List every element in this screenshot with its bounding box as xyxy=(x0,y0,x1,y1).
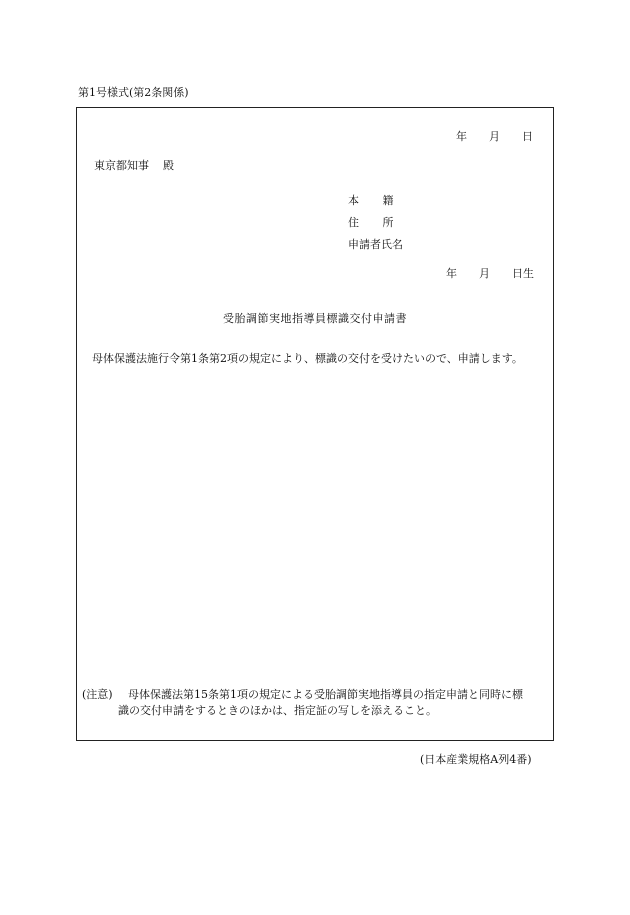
paper-size-note: (日本産業規格A列4番) xyxy=(420,753,532,766)
birth-day: 日生 xyxy=(512,267,534,280)
jusho-label xyxy=(348,217,404,228)
note-head: (注意) xyxy=(82,688,113,701)
note-line-2: 識の交付申請をするときのほかは、指定証の写しを添えること。 xyxy=(118,704,437,717)
honseki-label xyxy=(348,195,404,206)
date-year: 年 xyxy=(456,130,467,143)
date-day: 日 xyxy=(522,130,533,143)
applicant-name-label: 申請者氏名 xyxy=(348,238,403,251)
application-statement: 母体保護法施行令第1条第2項の規定により、標識の交付を受けたいので、申請します。 xyxy=(92,352,523,365)
note-block xyxy=(82,687,552,719)
form-number: 第1号様式(第2条関係) xyxy=(78,86,189,99)
note-line-1: 母体保護法第15条第1項の規定による受胎調節実地指導員の指定申請と同時に標 xyxy=(128,688,523,701)
date-month: 月 xyxy=(489,130,500,143)
honseki-label-text: 本 籍 xyxy=(348,194,404,207)
form-title: 受胎調節実地指導員標識交付申請書 xyxy=(223,312,407,325)
addressee xyxy=(94,160,174,171)
form-frame xyxy=(76,107,554,741)
date-line xyxy=(456,131,533,142)
birth-date-line xyxy=(446,268,534,279)
birth-month: 月 xyxy=(479,267,490,280)
addressee-honorific: 殿 xyxy=(163,159,174,172)
birth-year: 年 xyxy=(446,267,457,280)
addressee-name: 東京都知事 xyxy=(94,159,149,172)
jusho-label-text: 住 所 xyxy=(348,216,404,229)
